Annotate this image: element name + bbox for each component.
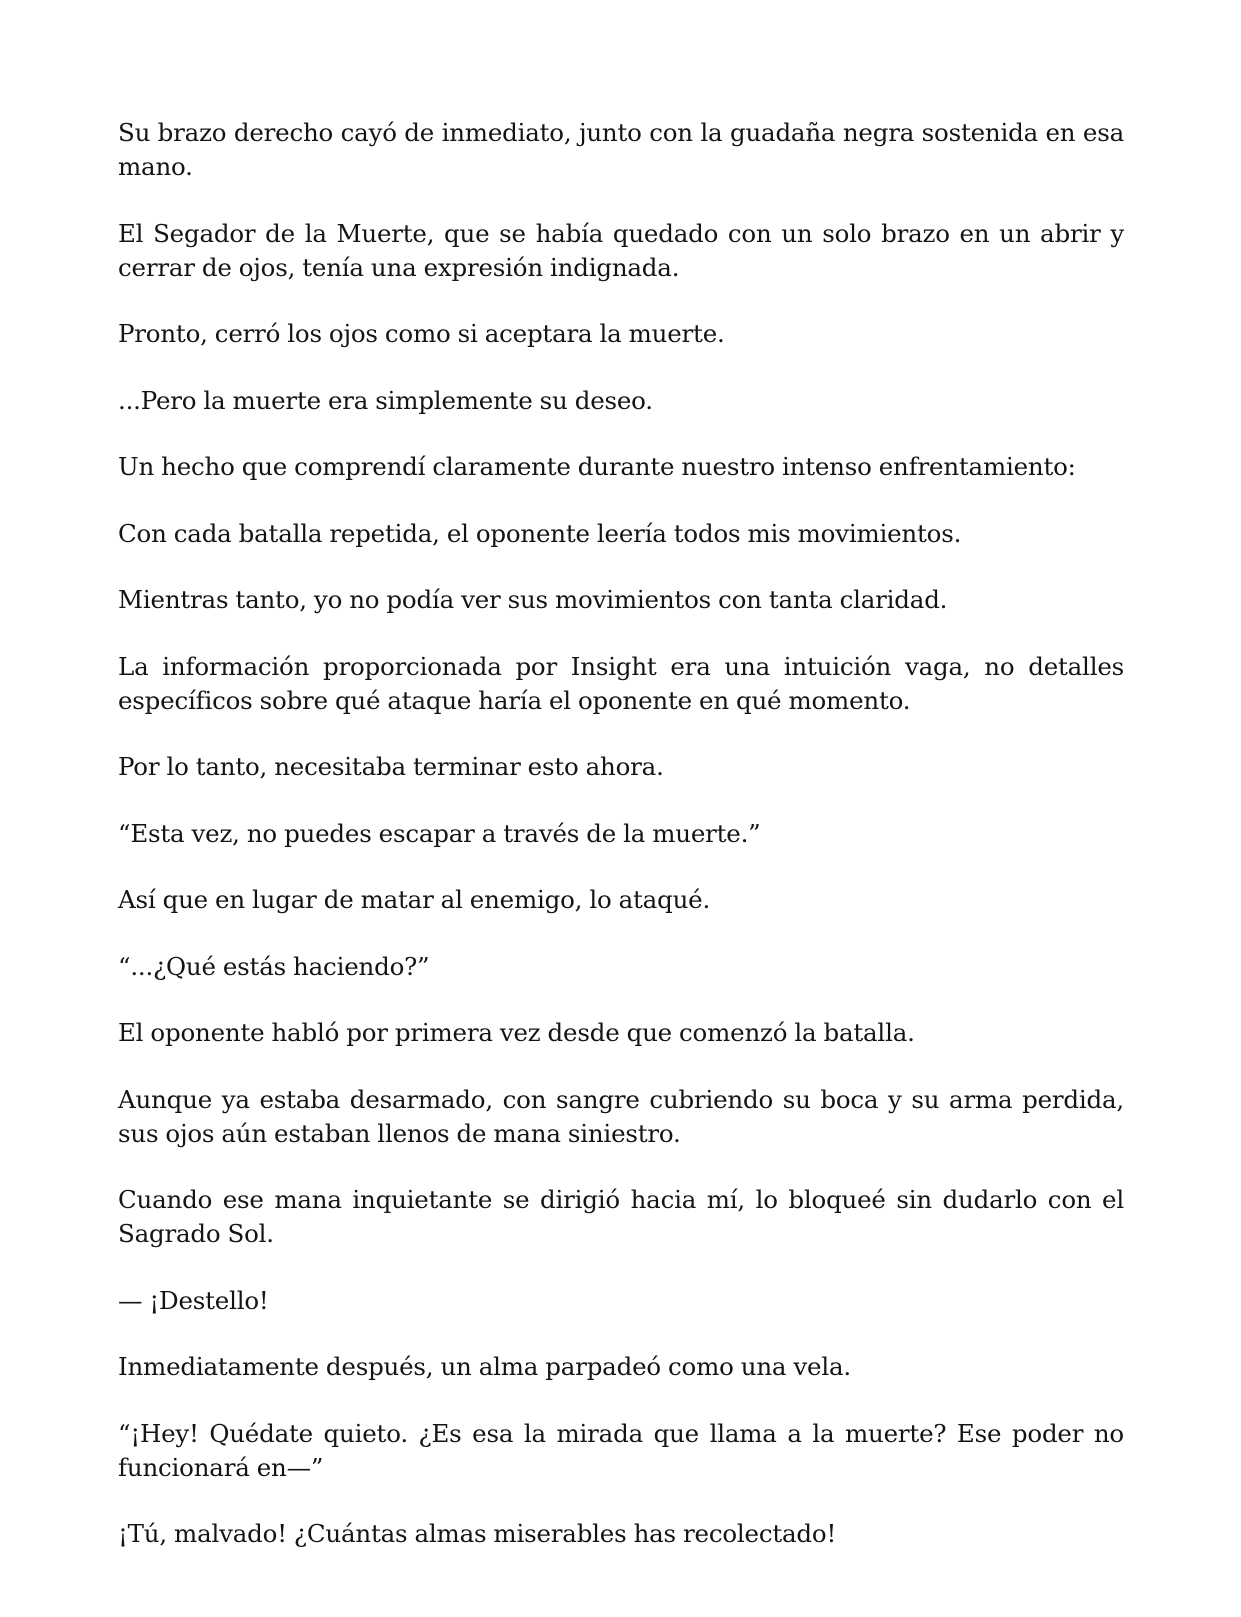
paragraph-9: Por lo tanto, necesitaba terminar esto ahora. [118,752,664,781]
paragraph-2: El Segador de la Muerte, que se había quedado con un solo brazo en un abrir y cerrar de ojos, tenía una expresión indignada. [118,218,1124,282]
paragraph-10: “Esta vez, no puedes escapar a través de la muerte.” [118,818,761,848]
paragraph-8: La información proporcionada por Insight era una intuición vaga, no detalles específicos sobre qué ataque haría el oponente en qué momento. [118,651,1124,715]
paragraph-15: Cuando ese mana inquietante se dirigió hacia mí, lo bloqueé sin dudarlo con el Sagrado Sol. [118,1185,1124,1248]
paragraph-1: Su brazo derecho cayó de inmediato, junto con la guadaña negra sostenida en esa mano. [118,118,1124,181]
paragraph-16: — ¡Destello! [118,1285,269,1315]
paragraph-5: Un hecho que comprendí claramente durante nuestro intenso enfrentamiento: [118,452,1076,481]
paragraph-12: “...¿Qué estás haciendo?” [118,951,430,981]
paragraph-6: Con cada batalla repetida, el oponente leería todos mis movimientos. [118,518,962,548]
paragraph-3: Pronto, cerró los ojos como si aceptara la muerte. [118,319,725,348]
paragraph-17: Inmediatamente después, un alma parpadeó como una vela. [118,1352,851,1381]
paragraph-13: El oponente habló por primera vez desde que comenzó la batalla. [118,1018,915,1047]
paragraph-14: Aunque ya estaba desarmado, con sangre cubriendo su boca y su arma perdida, sus ojos aún estaban llenos de mana siniestro. [118,1084,1124,1148]
paragraph-7: Mientras tanto, yo no podía ver sus movimientos con tanta claridad. [118,585,948,614]
paragraph-4: ...Pero la muerte era simplemente su deseo. [118,385,653,415]
paragraph-18: “¡Hey! Quédate quieto. ¿Es esa la mirada que llama a la muerte? Ese poder no funcionará en—” [118,1418,1124,1482]
paragraph-19: ¡Tú, malvado! ¿Cuántas almas miserables has recolectado! [118,1519,837,1548]
paragraph-11: Así que en lugar de matar al enemigo, lo ataqué. [118,885,711,914]
